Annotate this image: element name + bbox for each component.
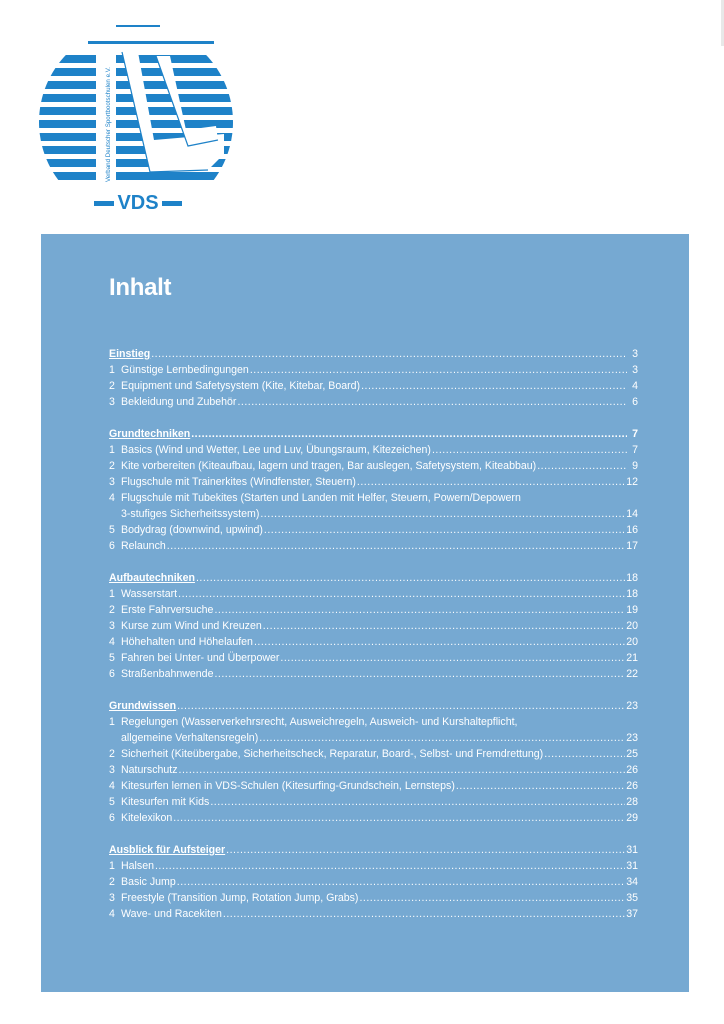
toc-entry-multiline[interactable]: 4 Flugschule mit Tubekites (Starten und Landen mit Helfer, Steuern, Powern/Depowern 3-stufiges Sicherheitssystem) ..... 14 — [109, 490, 638, 522]
toc-entry[interactable]: 3 Kurse zum Wind und Kreuzen ..... 20 — [109, 618, 638, 634]
toc-entry[interactable]: 2 Sicherheit (Kiteübergabe, Sicherheitscheck, Reparatur, Board-, Selbst- und Fremdrettung) ..... 25 — [109, 746, 638, 762]
entry-page: 21 — [626, 652, 638, 664]
entry-page: 26 — [626, 764, 638, 776]
entry-text: Günstige Lernbedingungen — [121, 364, 249, 376]
entry-page: 34 — [626, 876, 638, 888]
section-page: 23 — [626, 700, 638, 712]
entry-page: 29 — [626, 812, 638, 824]
entry-page: 6 — [632, 396, 638, 408]
entry-text: Höhehalten und Höhelaufen — [121, 636, 253, 648]
entry-text: Basics (Wind und Wetter, Lee und Luv, Übungsraum, Kitezeichen) — [121, 444, 431, 456]
section-title: Aufbautechniken — [109, 572, 195, 584]
entry-text: Flugschule mit Tubekites (Starten und Landen mit Helfer, Steuern, Powern/Depowern — [121, 492, 521, 504]
entry-text: Wave- und Racekiten — [121, 908, 222, 920]
entry-page: 4 — [632, 380, 638, 392]
section-page: 31 — [626, 844, 638, 856]
toc-list — [109, 346, 638, 938]
toc-entry[interactable]: 3 Bekleidung und Zubehör ..... 6 — [109, 394, 638, 410]
toc-entry[interactable]: 5 Fahren bei Unter- und Überpower ..... 21 — [109, 650, 638, 666]
section-page: 18 — [626, 572, 638, 584]
entry-page: 35 — [626, 892, 638, 904]
entry-text: Kite vorbereiten (Kiteaufbau, lagern und tragen, Bar auslegen, Safetysystem, Kiteabbau) — [121, 460, 537, 472]
section-title: Einstieg — [109, 348, 151, 360]
toc-entry[interactable]: 6 Kitelexikon ..... 29 — [109, 810, 638, 826]
toc-entry[interactable]: 2 Erste Fahrversuche ..... 19 — [109, 602, 638, 618]
section-page: 7 — [632, 428, 638, 440]
toc-section-aufbautechniken — [109, 570, 638, 682]
toc-section-grundtechniken — [109, 426, 638, 554]
entry-page: 23 — [626, 732, 638, 744]
toc-entry[interactable]: 2 Equipment und Safetysystem (Kite, Kitebar, Board) ..... 4 — [109, 378, 638, 394]
entry-page: 25 — [626, 748, 638, 760]
entry-text: Kitesurfen mit Kids — [121, 796, 210, 808]
entry-text-continued: 3-stufiges Sicherheitssystem) — [121, 508, 260, 520]
entry-text: Relaunch — [121, 540, 166, 552]
toc-panel — [41, 234, 689, 992]
entry-page: 3 — [632, 364, 638, 376]
entry-text: Kitesurfen lernen in VDS-Schulen (Kitesurfing-Grundschein, Lernsteps) — [121, 780, 455, 792]
entry-page: 16 — [626, 524, 638, 536]
svg-text:Verband Deutscher Sportbootsch: Verband Deutscher Sportbootschulen e.V. — [105, 66, 112, 182]
toc-section-heading[interactable] — [109, 426, 638, 442]
entry-text: Kurse zum Wind und Kreuzen — [121, 620, 262, 632]
toc-section-heading[interactable] — [109, 346, 638, 362]
entry-page: 14 — [626, 508, 638, 520]
entry-text: Freestyle (Transition Jump, Rotation Jump, Grabs) — [121, 892, 359, 904]
entry-page: 12 — [626, 476, 638, 488]
toc-section-einstieg — [109, 346, 638, 410]
entry-page: 31 — [626, 860, 638, 872]
toc-section-heading[interactable] — [109, 570, 638, 586]
entry-page: 28 — [626, 796, 638, 808]
toc-entry[interactable]: 3 Naturschutz ..... 26 — [109, 762, 638, 778]
entry-text: Wasserstart — [121, 588, 178, 600]
entry-text: Equipment und Safetysystem (Kite, Kitebar, Board) — [121, 380, 361, 392]
toc-entry[interactable]: 1 Wasserstart ..... 18 — [109, 586, 638, 602]
entry-page: 26 — [626, 780, 638, 792]
entry-text: Halsen — [121, 860, 154, 872]
toc-entry[interactable]: 6 Relaunch ..... 17 — [109, 538, 638, 554]
entry-text: Regelungen (Wasserverkehrsrecht, Ausweichregeln, Ausweich- und Kurshaltepflicht, — [121, 716, 518, 728]
entry-page: 7 — [632, 444, 638, 456]
entry-page: 17 — [626, 540, 638, 552]
entry-text: Naturschutz — [121, 764, 178, 776]
toc-section-heading[interactable] — [109, 842, 638, 858]
entry-text: Basic Jump — [121, 876, 176, 888]
toc-section-grundwissen — [109, 698, 638, 826]
toc-section-heading[interactable] — [109, 698, 638, 714]
toc-entry[interactable]: 6 Straßenbahnwende ..... 22 — [109, 666, 638, 682]
section-page: 3 — [632, 348, 638, 360]
entry-text: Erste Fahrversuche — [121, 604, 214, 616]
toc-entry[interactable]: 2 Kite vorbereiten (Kiteaufbau, lagern und tragen, Bar auslegen, Safetysystem, Kiteabbau) ..... 9 — [109, 458, 638, 474]
toc-entry[interactable]: 3 Freestyle (Transition Jump, Rotation Jump, Grabs) ..... 35 — [109, 890, 638, 906]
entry-text-continued: allgemeine Verhaltensregeln) — [121, 732, 259, 744]
toc-entry[interactable]: 4 Wave- und Racekiten ..... 37 — [109, 906, 638, 922]
toc-entry-multiline[interactable]: 1 Regelungen (Wasserverkehrsrecht, Ausweichregeln, Ausweich- und Kurshaltepflicht, allgemeine Verhaltensregeln) ..... 23 — [109, 714, 638, 746]
entry-text: Straßenbahnwende — [121, 668, 214, 680]
toc-entry[interactable]: 1 Basics (Wind und Wetter, Lee und Luv, Übungsraum, Kitezeichen) ..... 7 — [109, 442, 638, 458]
entry-page: 9 — [632, 460, 638, 472]
entry-text: Fahren bei Unter- und Überpower — [121, 652, 280, 664]
entry-text: Sicherheit (Kiteübergabe, Sicherheitscheck, Reparatur, Board-, Selbst- und Fremdrettung) — [121, 748, 544, 760]
entry-text: Bodydrag (downwind, upwind) — [121, 524, 263, 536]
entry-text: Flugschule mit Trainerkites (Windfenster, Steuern) — [121, 476, 356, 488]
entry-page: 22 — [626, 668, 638, 680]
toc-section-ausblick — [109, 842, 638, 922]
toc-title: Inhalt — [109, 274, 172, 301]
entry-page: 20 — [626, 636, 638, 648]
toc-entry[interactable]: 2 Basic Jump ..... 34 — [109, 874, 638, 890]
section-title: Grundwissen — [109, 700, 177, 712]
toc-entry[interactable]: 3 Flugschule mit Trainerkites (Windfenster, Steuern) ..... 12 — [109, 474, 638, 490]
toc-entry[interactable]: 4 Kitesurfen lernen in VDS-Schulen (Kitesurfing-Grundschein, Lernsteps) ..... 26 — [109, 778, 638, 794]
entry-text: Bekleidung und Zubehör — [121, 396, 237, 408]
entry-text: Kitelexikon — [121, 812, 173, 824]
toc-entry[interactable]: 5 Kitesurfen mit Kids ..... 28 — [109, 794, 638, 810]
toc-entry[interactable]: 1 Halsen ..... 31 — [109, 858, 638, 874]
toc-entry[interactable]: 1 Günstige Lernbedingungen ..... 3 — [109, 362, 638, 378]
vds-logo — [38, 22, 238, 222]
entry-page: 20 — [626, 620, 638, 632]
svg-text:VDS: VDS — [117, 192, 159, 214]
toc-entry[interactable]: 5 Bodydrag (downwind, upwind) ..... 16 — [109, 522, 638, 538]
entry-page: 18 — [626, 588, 638, 600]
section-title: Ausblick für Aufsteiger — [109, 844, 226, 856]
toc-entry[interactable]: 4 Höhehalten und Höhelaufen ..... 20 — [109, 634, 638, 650]
entry-page: 37 — [626, 908, 638, 920]
entry-page: 19 — [626, 604, 638, 616]
section-title: Grundtechniken — [109, 428, 191, 440]
